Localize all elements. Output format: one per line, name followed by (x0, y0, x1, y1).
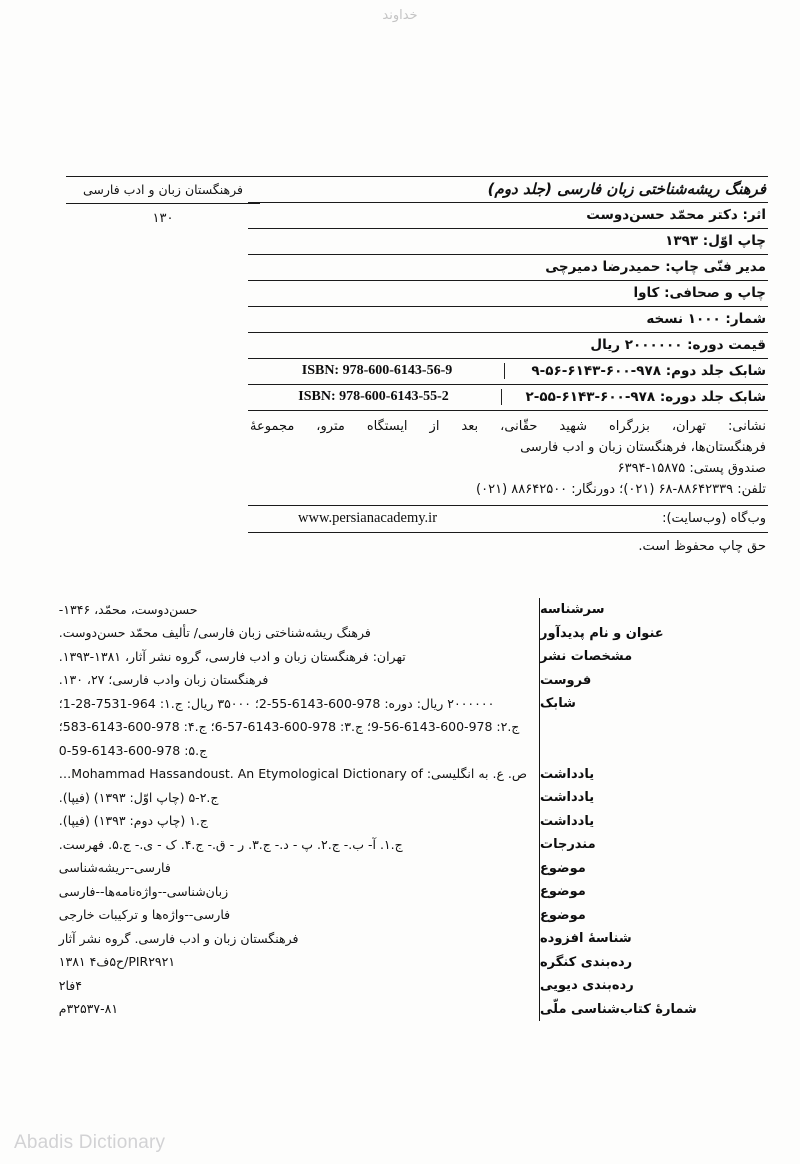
running-head-series-number: ۱۳۰ (152, 211, 174, 226)
cip-value: زبان‌شناسی--واژه‌نامه‌ها--فارسی (58, 883, 229, 899)
imprint-row-print-run (248, 307, 768, 332)
cip-value: فارسی--ریشه‌شناسی (58, 860, 171, 875)
cip-value: ج.۵: 978-600-6143-59-0 (58, 742, 208, 758)
cip-value: ج.۱ (چاپ دوم: ۱۳۹۳) (فیپا). (58, 813, 208, 828)
cip-label: سرشناسه (540, 602, 605, 618)
cip-label: رده‌بندی دیویی (540, 978, 634, 994)
cip-grid (58, 598, 712, 1021)
cip-value: فرهنگستان زبان و ادب فارسی. گروه نشر آثار (58, 930, 299, 946)
cip-label: عنوان و نام پدیدآور (540, 625, 664, 641)
cip-value: ۲۰۰۰۰۰۰ ریال: دوره: 978-600-6143-55-2؛ ۳۵۰۰۰ ریال: ج.۱: 964-7531-28-1؛ (58, 695, 495, 711)
imprint-row-edition (248, 229, 768, 254)
cip-label: شابک (540, 696, 576, 712)
address-line-1: نشانی: تهران، بزرگراه شهید حقّانی، بعد از ایستگاه مترو، مجموعۀ (250, 419, 766, 434)
cip-value: فارسی--واژه‌ها و ترکیبات خارجی (58, 907, 231, 922)
cip-value: ص. ع. به انگلیسی: Mohammad Hassandoust. An Etymological Dictionary of… (58, 766, 527, 781)
author-line: اثر: دکتر محمّد حسن‌دوست (586, 207, 766, 223)
imprint-row-printer (248, 281, 768, 306)
imprint-row-technical-manager (248, 255, 768, 280)
book-title: فرهنگ ریشه‌شناختی زبان فارسی (جلد دوم) (487, 180, 766, 198)
imprint-row-price (248, 333, 768, 358)
isbn-vol2-latin: ISBN: 978-600-6143-56-9 (250, 363, 505, 379)
printer-line: چاپ و صحافی: کاوا (633, 285, 766, 301)
cip-label-column (540, 598, 712, 1021)
cip-label: یادداشت (540, 766, 595, 782)
cip-value: ج.۲-۵ (چاپ اوّل: ۱۳۹۳) (فیپا). (58, 789, 219, 805)
cip-label: موضوع (540, 907, 586, 923)
po-box-line: صندوق پستی: ۱۵۸۷۵-۶۳۹۴ (617, 461, 766, 477)
price-line: قیمت دوره: ۲۰۰۰۰۰۰ ریال (590, 337, 766, 353)
cip-block (58, 598, 712, 1021)
imprint-row-isbn-set (248, 385, 768, 410)
cip-label: موضوع (540, 884, 586, 900)
imprint-block (248, 176, 768, 554)
cip-label: شمارۀ کتاب‌شناسی ملّی (540, 1001, 697, 1017)
cip-value: ج.۱. آ- ب.- ج.۲. پ - د.- ج.۳. ر - ق.- ج.۴. ک - ی.- ج.۵. فهرست. (58, 836, 403, 852)
print-run-line: شمار: ۱۰۰۰ نسخه (646, 311, 766, 327)
address-line-2: فرهنگستان‌ها، فرهنگستان زبان و ادب فارسی (520, 440, 766, 456)
imprint-row-website (248, 506, 768, 532)
cip-value-column (59, 598, 539, 1021)
cip-label: یادداشت (540, 790, 595, 806)
cip-label: مندرجات (540, 837, 596, 853)
website-label: وب‌گاه (وب‌سایت): (662, 511, 766, 527)
cip-value: PIR۲۹۲۱/ح۵ف۴ ۱۳۸۱ (58, 954, 176, 969)
cip-value: حسن‌دوست، محمّد، ۱۳۴۶- (58, 601, 198, 617)
cip-label: رده‌بندی کنگره (540, 954, 633, 970)
edition-line: چاپ اوّل: ۱۳۹۳ (665, 233, 766, 249)
bottom-watermark: Abadis Dictionary (14, 1132, 166, 1153)
cip-value: فرهنگ ریشه‌شناختی زبان فارسی/ تألیف محمّد حسن‌دوست. (58, 625, 371, 640)
address-block (248, 411, 768, 505)
imprint-row-isbn-vol2 (248, 359, 768, 384)
running-head-publisher: فرهنگستان زبان و ادب فارسی (82, 182, 243, 197)
imprint-row-title (248, 177, 768, 202)
website-url[interactable]: www.persianacademy.ir (298, 510, 438, 527)
cip-value: ۴فا۲ (58, 977, 83, 993)
cip-value: ج.۲: 978-600-6143-56-9؛ ج.۳: 978-600-6143-57-6؛ ج.۴: 978-600-6143-583؛ (58, 719, 520, 734)
cip-label: فروست (540, 672, 592, 688)
cip-value: ۳۲۵۳۷-۸۱م (58, 1001, 119, 1016)
technical-manager-line: مدیر فنّی چاپ: حمیدرضا دمیرچی (545, 259, 766, 275)
cip-vertical-rule (539, 598, 540, 1021)
isbn-set-latin: ISBN: 978-600-6143-55-2 (247, 389, 502, 405)
imprint-row-author (248, 203, 768, 228)
running-head-block (66, 176, 260, 226)
isbn-vol2-persian: شابک جلد دوم: ۹۷۸-۶۰۰-۶۱۴۳-۵۶-۹ (531, 363, 766, 379)
isbn-set-persian: شابک جلد دوره: ۹۷۸-۶۰۰-۶۱۴۳-۵۵-۲ (525, 389, 766, 405)
copyright-line: حق چاپ محفوظ است. (638, 539, 766, 555)
phone-line: تلفن: ۸۸۶۴۲۳۳۹-۶۸ (۰۲۱)؛ دورنگار: ۸۸۶۴۲۵۰۰ (۰۲۱) (476, 482, 766, 498)
cip-label: یادداشت (540, 813, 595, 829)
top-watermark: خداوند (382, 8, 418, 23)
cip-value: فرهنگستان زبان وادب فارسی؛ ۲۷، ۱۳۰. (58, 672, 269, 687)
cip-label: شناسۀ افزوده (540, 931, 632, 947)
cip-value: تهران: فرهنگستان زبان و ادب فارسی، گروه نشر آثار، ۱۳۸۱-۱۳۹۳. (58, 648, 406, 664)
cip-label: موضوع (540, 860, 586, 876)
cip-label: مشخصات نشر (540, 649, 633, 665)
